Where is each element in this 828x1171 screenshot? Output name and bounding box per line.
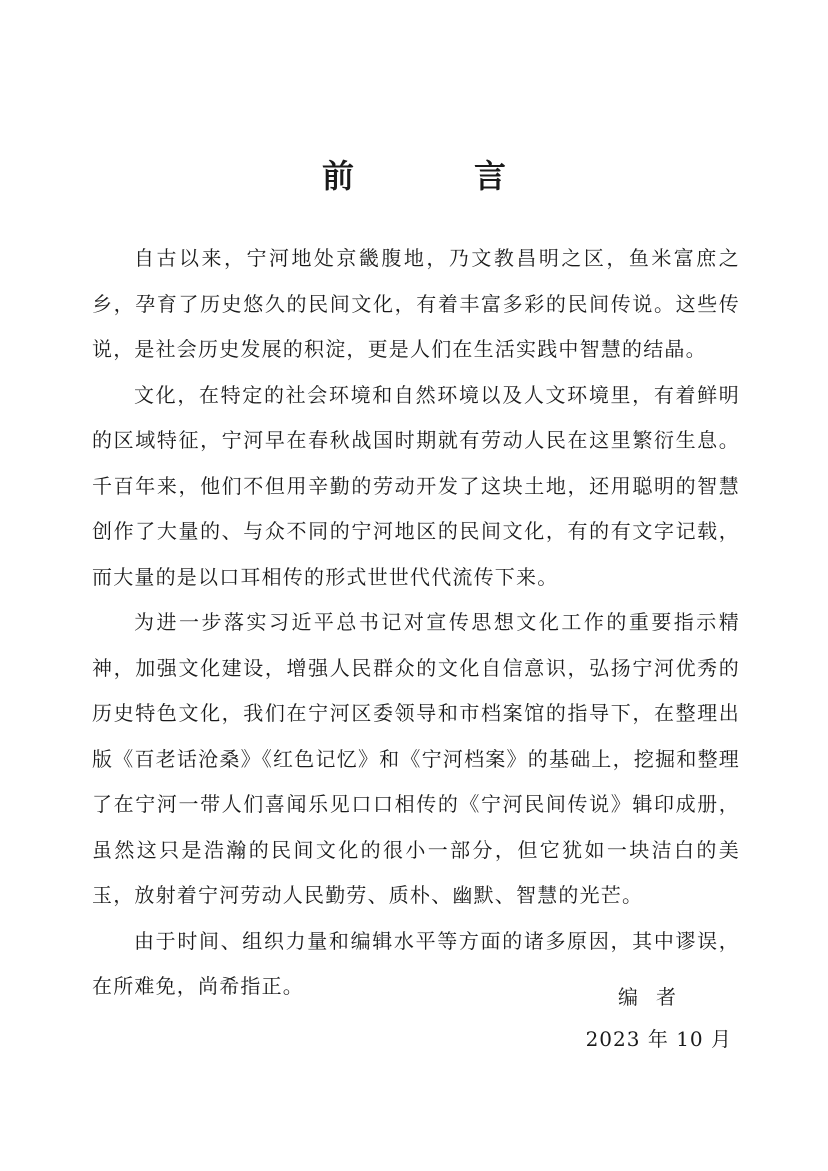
signature-date: 2023 年 10 月 <box>585 1027 732 1051</box>
paragraph-2: 文化，在特定的社会环境和自然环境以及人文环境里，有着鲜明的区域特征，宁河早在春秋战国时期就有劳动人民在这里繁衍生息。千百年来，他们不但用辛勤的劳动开发了这块土地，还用聪明的智慧创作了大量的、与众不同的宁河地区的民间文化，有的有文字记载，而大量的是以口耳相传的形式世世代代流传下来。 <box>92 382 740 589</box>
preface-body <box>92 236 740 1010</box>
paragraph-1: 自古以来，宁河地处京畿腹地，乃文教昌明之区，鱼米富庶之乡，孕育了历史悠久的民间文化，有着丰富多彩的民间传说。这些传说，是社会历史发展的积淀，更是人们在生活实践中智慧的结晶。 <box>92 246 740 361</box>
signature-author: 编者 <box>618 985 694 1009</box>
page-title: 前 言 <box>321 157 550 195</box>
paragraph-3: 为进一步落实习近平总书记对宣传思想文化工作的重要指示精神，加强文化建设，增强人民群众的文化自信意识，弘扬宁河优秀的历史特色文化，我们在宁河区委领导和市档案馆的指导下，在整理出版《百老话沧桑》《红色记忆》和《宁河档案》的基础上，挖掘和整理了在宁河一带人们喜闻乐见口口相传的《宁河民间传说》辑印成册，虽然这只是浩瀚的民间文化的很小一部分，但它犹如一块洁白的美玉，放射着宁河劳动人民勤劳、质朴、幽默、智慧的光芒。 <box>92 610 740 907</box>
paragraph-4: 由于时间、组织力量和编辑水平等方面的诸多原因，其中谬误，在所难免，尚希指正。 <box>92 928 740 998</box>
